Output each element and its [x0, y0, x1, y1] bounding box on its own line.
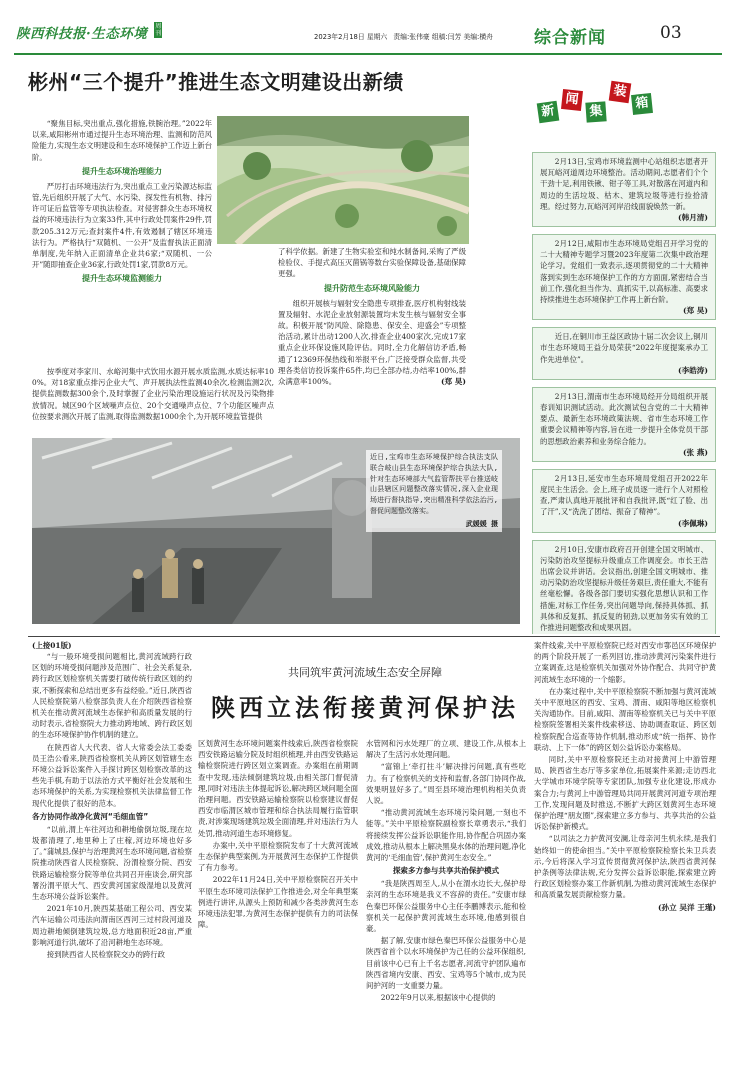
- title-char: 闻: [561, 89, 583, 111]
- title-char: 集: [585, 101, 606, 122]
- masthead-logo: [16, 22, 216, 46]
- continued-label: (上接01版): [32, 641, 72, 650]
- byline: (孙立 吴洋 王瑾): [657, 902, 716, 912]
- news-item: [532, 387, 716, 462]
- paragraph: 接到陕西省人民检察院交办的跨行政: [46, 950, 166, 960]
- paragraph: 在陕西省人大代表、省人大常委会法工委委员王浩公看来,陕西省检察机关从跨区划管辖生态环境公益诉讼案件入手探讨跨区划检察改革的这些先手棋,有助于以法治方式平衡好社会发展和生态环境保护的关系,为实现检察机关法律监督工作现代化提供了很好的范本。: [32, 742, 192, 808]
- subhead-cooperation: 各方协同作战净化黄河“毛细血管”: [32, 811, 149, 821]
- news-item-author: (韩月清): [678, 213, 708, 223]
- news-item: [532, 540, 716, 634]
- title-char: 箱: [631, 93, 653, 115]
- subhead-risk: 提升防范生态环境风险能力: [324, 283, 420, 293]
- paragraph: “以司法之力护黄河安澜,让母亲河生机永续,是我们始终如一的使命担当。”关中平原检察院检察长朱卫兵表示,今后将深入学习宣传贯彻黄河保护法,陕西省黄河保护条例等法律法规,充分发挥公益诉讼职能,探索建立跨行政区划检察办案工作新机制,为推动黄河流域生态保护和高质量发展贡献检察力量。: [534, 834, 716, 900]
- paragraph: 严厉打击环境违法行为,突出重点工业污染源达标监管,先后组织开展了大气、水污染、探发性有机物、排污许可证后监管等专项执法检查。对侵害群众生态环境权益的环境违法行为立案33件,其中行政处罚案件29件,罚款205.312万元;查封案件4件,有效遏制了辖区环境违法行为。严格执行“双随机、一公开”及监督执法正面清单制度,先年纳入正面清单企业共6家;“双随机、一公开”随即抽查企业36家,行政处罚1家,罚款8万元。: [32, 181, 212, 270]
- editors: 责编:张伟豪 组稿:闫芳 美编:横舟: [393, 33, 493, 41]
- bottom-col2: [198, 738, 358, 1064]
- logo-text: 陕西科技报·生态环境: [16, 26, 148, 42]
- news-box-title: [538, 82, 658, 142]
- masthead-info: [314, 31, 493, 41]
- paragraph: “推动黄河流域生态环境污染问题,一刻也不能等。”关中平原检察院副检察长章勇表示,“我们将接续发挥公益诉讼职能作用,协作配合巩固办案成效,推动从根本上解决黑臭水体的治理问题,净化黄河的‘毛细血管’,保护黄河生态安全。”: [366, 808, 526, 863]
- factory-photo: [32, 438, 520, 624]
- park-illustration: [217, 116, 469, 244]
- paragraph: 同时,关中平原检察院还主动对接黄河上中游管理局、陕西省生态厅等多家单位,拓展案件来源;走访西北大学城市环境学院等专家团队,加强专业化建设,形成办案合力;与黄河上中游管理局共同开展黄河河道专项治理工作,发现问题及时推送,不断扩大跨区划黄河生态环境保护治理“朋友圈”,探索建立多方参与、共享共治的公益诉讼保护新模式。: [534, 755, 716, 832]
- bottom-col4: [534, 640, 716, 1064]
- news-item: [532, 327, 716, 380]
- paragraph: “我是陕西周至人,从小在渭水边长大,保护母亲河的生态环境是我义不容辞的责任。”安康市绿色秦巴环保公益服务中心主任李鹏博表示,能和检察机关一起保护黄河流域生态环境,他感到很自豪。: [366, 879, 526, 934]
- page-number: 03: [660, 23, 682, 43]
- paragraph: 2021年10月,陕西某基础工程公司、西安某汽车运输公司违法向渭南区西河三过村段河道及周边耕地倾倒建筑垃圾,总方地面积近28亩,严重影响河道行洪,破坏了沿河耕地生态环境。: [32, 904, 192, 947]
- paragraph: 2022年9月以来,根据该中心提供的: [380, 993, 496, 1003]
- section-divider: [28, 636, 720, 637]
- paragraph: “以前,渭上车往河边和耕地偷倒垃圾,现在垃圾都清理了,地里种上了庄稼,河边环境也好多了。”蒲城县,保护与治理黄河生态环境问题,省检察院推动陕西省人民检察院、汾渭检察分院、西安铁路运输检察分院等单位共同召开座谈会,研究部署汾渭平原大气、西安黄河国家级湿地以及黄河生态环境公益诉讼案件。: [32, 824, 192, 902]
- masthead-rule: [14, 53, 722, 55]
- paragraph: 案件线索,关中平原检察院已经对西安市鄠邑区环境保护的两个阶段开展了一系列回访,推动涉黄河污染案件进行立案调查,这是检察机关加强对外协作配合、共同守护黄河流域生态环境的一个缩影。: [534, 641, 716, 684]
- paragraph: 区划黄河生态环境问题案件线索后,陕西省检察院西安铁路运输分院及时组织梳理,并由西安铁路运输检察院进行跨区划立案调查。办案组在前期调查中发现,违法倾倒建筑垃圾,由相关部门督促清理,同时对违法主体提起诉讼,解决跨区域问题全面治理问题。西安铁路运输检察院以检察建议督促西安市临渭区城市管理和综合执法局履行监管职责,对涉案现场建筑垃圾全面清理,并对违法行为人处罚,推动河道生态环境修复。: [198, 739, 358, 838]
- news-item: [532, 152, 716, 227]
- news-item-text: 2月13日,渭南市生态环境局经开分局组织开展春训知识测试活动。此次测试包含党的二十大精神要点、最新生态环境政策法规、省市生态环境工作重要会议精神等内容,旨在进一步提升全体党员干部的思想政治素养和业务综合能力。: [540, 391, 708, 446]
- byline: (郑 昊): [440, 377, 466, 387]
- bottom-col3: [366, 738, 526, 1064]
- title-char: 装: [609, 81, 632, 104]
- news-item-author: (李佩琳): [678, 518, 708, 528]
- title-char: 新: [537, 101, 560, 124]
- bottom-kicker: 共同筑牢黄河流域生态安全屏障: [288, 666, 442, 679]
- top-story-col1b: [32, 366, 274, 430]
- issue-date: 2023年2月18日 星期六: [314, 33, 388, 41]
- bottom-headline: 陕西立法衔接黄河保护法: [211, 694, 519, 722]
- news-item-text: 近日,在铜川市王益区政协十届二次会议上,铜川市生态环境局王益分局荣获“2022年度提案承办工作先进单位”。: [540, 332, 708, 364]
- paragraph: 在办案过程中,关中平原检察院不断加强与黄河流域关中平原地区的西安、宝鸡、渭南、咸阳等地区检察机关沟通协作。目前,咸阳、渭南等检察机关已与关中平原检察院签署相关案件线索移送、协助调查取证、跨区划检察院配合巡查等协作机制,推动形成“统一指挥、协作联动、上下一体”的跨区划公益诉讼办案格局。: [534, 686, 716, 752]
- news-item-text: 2月13日,宝鸡市环境监测中心站组织志愿者开展瓦峪河道周边环境整治。活动期间,志愿者们个个干劲十足,利用铁锹、钳子等工具,对散落在河道内和周边的生活垃圾、枯木、建筑垃圾等进行捡拾清理。经过努力,瓦峪河河岸沿线面貌焕然一新。: [540, 157, 708, 211]
- news-item-author: (李皓涛): [678, 365, 708, 375]
- paragraph: 了科学依据。新建了生物实验室和纯水制备间,采购了严级检验仪、手提式高压灭菌锅等数台实验保障设备,基础保障更强。: [278, 247, 466, 279]
- news-item-text: 2月13日,延安市生态环境局党组召开2022年度民主生活会。会上,班子成员逐一进行个人对照检查,严肃认真地开展批评和自我批评,既“红了脸、出了汗”,又“洗洗了团结、振奋了精神”。: [540, 473, 708, 517]
- photo-caption-text: 近日,宝鸡市生态环境保护综合执法支队联合岐山县生态环境保护综合执法大队,针对生态环境部大气监管帮扶平台推送岐山县辖区问题整改落实情况,深入企业现场进行督执指导,突出精准科学依法治污,督促问题整改落实。: [370, 453, 498, 515]
- paragraph: 2022年11月24日,关中平原检察院召开关中平原生态环境司法保护工作推进会,对全年典型案例进行讲评,从源头上预防和减少各类涉黄河生态环境违法犯罪,为黄河生态保护提供有力的司法保障。: [198, 875, 358, 930]
- paragraph: 据了解,安康市绿色秦巴环保公益服务中心是陕西省首个以水环境保护为己任的公益环保组织,目前该中心已有上千名志愿者,河流守护团队遍布陕西省境内安康、西安、宝鸡等5个城市,成为民间护河的一支重要力量。: [366, 936, 526, 991]
- top-headline: 彬州“三个提升”推进生态文明建设出新绩: [28, 70, 404, 94]
- logo-mark: 周刊: [155, 23, 162, 37]
- section-title: 综合新闻: [534, 28, 606, 48]
- news-box-list: [532, 152, 716, 634]
- news-item-author: (张 燕): [682, 447, 708, 457]
- paragraph: 组织开展核与辐射安全隐患专项排查,医疗机构射线装置及辐射、水泥企业放射源装置均未发生核与辐射安全事故。积极开展“防风险、除隐患、保安全、迎盛会”专项整治活动,累计出动1200人次,排查企业400家次,完成17家重点企业环保设施风险评估。同时,全力化解信访矛盾,畅通了12369环保热线和举报平台,广泛接受群众监督,共受理各类信访投诉案件65件,均已全部办结,办结率100%,群众满意率100%。: [278, 298, 466, 387]
- news-item: [532, 469, 716, 533]
- subhead-monitoring: 提升生态环境监测能力: [82, 274, 162, 284]
- paragraph: 按季度对李家川、水峪河集中式饮用水源开展水质监测,水质达标率100%。对18家重点排污企业大气、声开展执法性监测40余次,检测监测2次,提供监测数据300余个,及时掌握了企业污染治理设施运行状况及污染物排放情况。城区90个区域噪声点位、20个交通噪声点位、7个功能区噪声点位按要求测次开展了监测,取得监测数据1000余个,为开展环境监管提供: [32, 367, 274, 421]
- bottom-col1: [32, 640, 192, 1064]
- paragraph: 办案中,关中平原检察院发布了十大黄河流域生态保护典型案例,为开展黄河生态保护工作提供了有力参考。: [198, 840, 358, 873]
- paragraph: 水管网和污水处理厂的立项、建设工作,从根本上解决了生活污水处理问题。: [366, 739, 526, 760]
- news-item-author: [683, 633, 708, 634]
- lead-paragraph: “聚焦目标,突出重点,强化措施,铁腕治理。”2022年以来,咸阳彬州市通过提升生态环境治理、监测和防范风险能力,实现生态文明建设和生态环境保护工作迈上新台阶。: [32, 119, 212, 162]
- masthead: [14, 18, 722, 55]
- subhead-governance: 提升生态环境治理能力: [82, 166, 162, 176]
- top-story-col1: [32, 118, 212, 370]
- subhead-cogovernance: 探索多方参与共享共治保护模式: [392, 866, 500, 876]
- paragraph: “与一般环境受损问题相比,黄河流域跨行政区划的环境受损问题涉及范围广、社会关系复杂,跨行政区划检察机关需要打破传统行政区划的约束,不断探索和总结出更多有益经验。”近日,陕西省人民检察院第八检察部负责人在介绍陕西省检察机关在推动黄河流域生态保护和高质量发展的行动时表示,省检察院大力推动跨地域、跨行政区划的生态环境保护协作机制的建立。: [32, 652, 192, 740]
- news-item-text: 2月12日,咸阳市生态环境局党组召开学习党的二十大精神专题学习暨2023年度第二次集中政治理论学习。党组们一致表示,逐项贯彻党的二十大精神落到实到生态环境保护工作的方方面面,紧密结合当前工作,强化担当作为、真抓实干,以高标准、高要求持续推进生态环境保护工作再上新台阶。: [540, 239, 708, 305]
- park-photo: [217, 116, 469, 244]
- news-item-author: (郑 昊): [682, 306, 708, 316]
- photo-caption: [366, 450, 502, 532]
- news-item: [532, 234, 716, 320]
- paragraph: “富锦上‘牵打拄斗’解决排污问题,真有些吃力。有了检察机关的支持和监督,各部门协同作战,效果明显好多了。”周至县环境治理机构相关负责人说。: [366, 762, 526, 806]
- top-story-col2: [278, 246, 466, 432]
- news-item-text: 2月10日,安康市政府召开创建全国文明城市、污染防治攻坚提标升级重点工作调度会。市长王浩出席会议并讲话。会议指出,创建全国文明城市、推动污染防治攻坚提标升级任务艰巨,责任重大,不能有丝毫松懈。各级各部门要切实强化思想认识和工作措施,对标工作任务,突出问题导向,保持具体抓、抓具体和反复抓、抓反复的韧劲,以更加务实有效的工作推进问题整改和成果巩固。: [540, 544, 708, 633]
- photo-credit: 武媛媛 摄: [465, 519, 498, 528]
